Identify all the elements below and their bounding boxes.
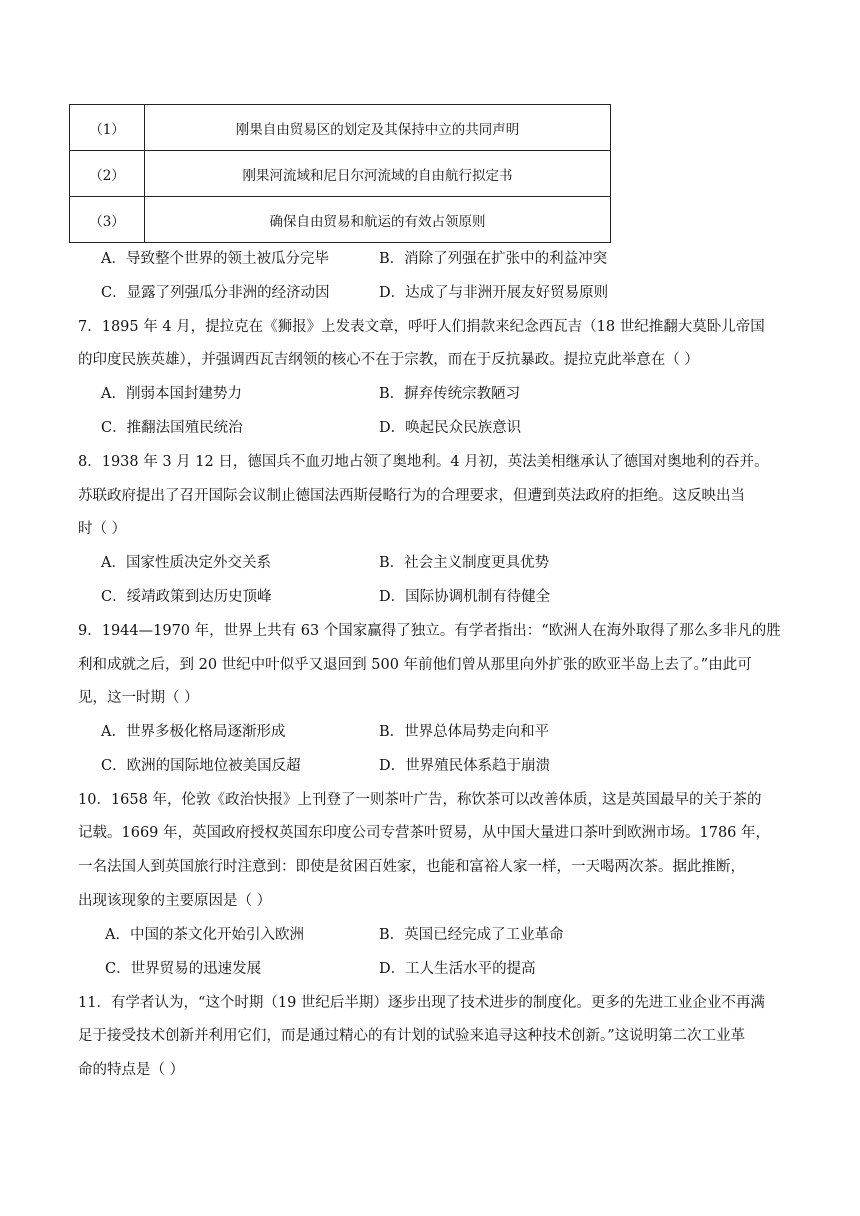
row-number: （3） xyxy=(70,197,145,243)
q6-option-a[interactable]: A．导致整个世界的领土被瓜分完毕 xyxy=(101,251,329,267)
q8-stem-line: 8．1938 年 3 月 12 日，德国兵不血刃地占领了奥地利。4 月初，英法美相继承认了德国对奥地利的吞并。 xyxy=(78,454,769,470)
q6-option-d[interactable]: D．达成了与非洲开展友好贸易原则 xyxy=(379,285,609,301)
q6-options-row-1 xyxy=(101,249,801,269)
q6-option-c[interactable]: C．显露了列强瓜分非洲的经济动因 xyxy=(101,285,330,301)
q7-options-row-1 xyxy=(101,384,801,404)
q7-options-row-2 xyxy=(101,418,801,438)
q9-stem-line: 利和成就之后，到 20 世纪中叶似乎又退回到 500 年前他们曾从那里向外扩张的欧亚半岛上去了。”由此可 xyxy=(78,657,752,673)
q7-option-a[interactable]: A．削弱本国封建势力 xyxy=(101,386,242,402)
q9-option-a[interactable]: A．世界多极化格局逐渐形成 xyxy=(101,724,286,740)
q10-options-row-2 xyxy=(105,959,805,979)
q10-option-b[interactable]: B．英国已经完成了工业革命 xyxy=(379,927,564,943)
row-number: （1） xyxy=(70,105,145,151)
q10-option-a[interactable]: A．中国的茶文化开始引入欧洲 xyxy=(105,927,304,943)
q7-stem-line: 的印度民族英雄），并强调西瓦吉纲领的核心不在于宗教，而在于反抗暴政。提拉克此举意在（ ） xyxy=(78,352,699,368)
q7-option-d[interactable]: D．唤起民众民族意识 xyxy=(379,420,522,436)
q10-options-row-1 xyxy=(105,925,805,945)
q9-options-row-2 xyxy=(101,756,801,776)
q11-stem-line: 命的特点是（ ） xyxy=(78,1062,185,1078)
q9-stem-line: 见，这一时期（ ） xyxy=(78,690,199,706)
q10-stem-line: 10．1658 年，伦敦《政治快报》上刊登了一则茶叶广告，称饮茶可以改善体质，这是英国最早的关于茶的 xyxy=(78,792,762,808)
q10-stem-line: 出现该现象的主要原因是（ ） xyxy=(78,893,272,909)
q9-stem-line: 9．1944—1970 年，世界上共有 63 个国家赢得了独立。有学者指出：“欧洲人在海外取得了那么多非凡的胜 xyxy=(78,623,781,639)
q9-option-d[interactable]: D．世界殖民体系趋于崩溃 xyxy=(379,758,551,774)
q11-stem-line: 足于接受技术创新并利用它们，而是通过精心的有计划的试验来追寻这种技术创新。”这说明第二次工业革 xyxy=(78,1028,746,1044)
row-text: 刚果河流域和尼日尔河流域的自由航行拟定书 xyxy=(145,151,611,197)
q8-stem-line: 苏联政府提出了召开国际会议制止德国法西斯侵略行为的合理要求，但遭到英法政府的拒绝。这反映出当 xyxy=(78,488,745,504)
table-row xyxy=(70,151,611,197)
q7-option-c[interactable]: C．推翻法国殖民统治 xyxy=(101,420,243,436)
q9-options-row-1 xyxy=(101,722,801,742)
q9-option-c[interactable]: C．欧洲的国际地位被美国反超 xyxy=(101,758,301,774)
q10-stem-line: 一名法国人到英国旅行时注意到：即使是贫困百姓家，也能和富裕人家一样，一天喝两次茶。据此推断， xyxy=(78,859,745,875)
q10-option-c[interactable]: C．世界贸易的迅速发展 xyxy=(105,961,262,977)
q9-option-b[interactable]: B．世界总体局势走向和平 xyxy=(379,724,550,740)
treaty-clauses-table xyxy=(69,104,611,243)
q10-option-d[interactable]: D．工人生活水平的提高 xyxy=(379,961,536,977)
q10-stem-line: 记载。1669 年，英国政府授权英国东印度公司专营茶叶贸易，从中国大量进口茶叶到欧洲市场。1786 年， xyxy=(78,825,771,841)
table-row xyxy=(70,105,611,151)
q8-option-c[interactable]: C．绥靖政策到达历史顶峰 xyxy=(101,589,272,605)
q8-options-row-1 xyxy=(101,553,801,573)
q8-options-row-2 xyxy=(101,587,801,607)
q8-stem-line: 时（ ） xyxy=(78,521,127,537)
row-text: 刚果自由贸易区的划定及其保持中立的共同声明 xyxy=(145,105,611,151)
q6-options-row-2 xyxy=(101,283,801,303)
q7-stem-line: 7．1895 年 4 月，提拉克在《狮报》上发表文章，呼吁人们捐款来纪念西瓦吉（18 世纪推翻大莫卧儿帝国 xyxy=(78,319,765,335)
q8-option-a[interactable]: A．国家性质决定外交关系 xyxy=(101,555,271,571)
q8-option-d[interactable]: D．国际协调机制有待健全 xyxy=(379,589,551,605)
q8-option-b[interactable]: B．社会主义制度更具优势 xyxy=(379,555,550,571)
q11-stem-line: 11．有学者认为，“这个时期（19 世纪后半期）逐步出现了技术进步的制度化。更多的先进工业企业不再满 xyxy=(78,995,765,1011)
q7-option-b[interactable]: B．摒弃传统宗教陋习 xyxy=(379,386,521,402)
q6-option-b[interactable]: B．消除了列强在扩张中的利益冲突 xyxy=(379,251,608,267)
row-text: 确保自由贸易和航运的有效占领原则 xyxy=(145,197,611,243)
table-row xyxy=(70,197,611,243)
row-number: （2） xyxy=(70,151,145,197)
